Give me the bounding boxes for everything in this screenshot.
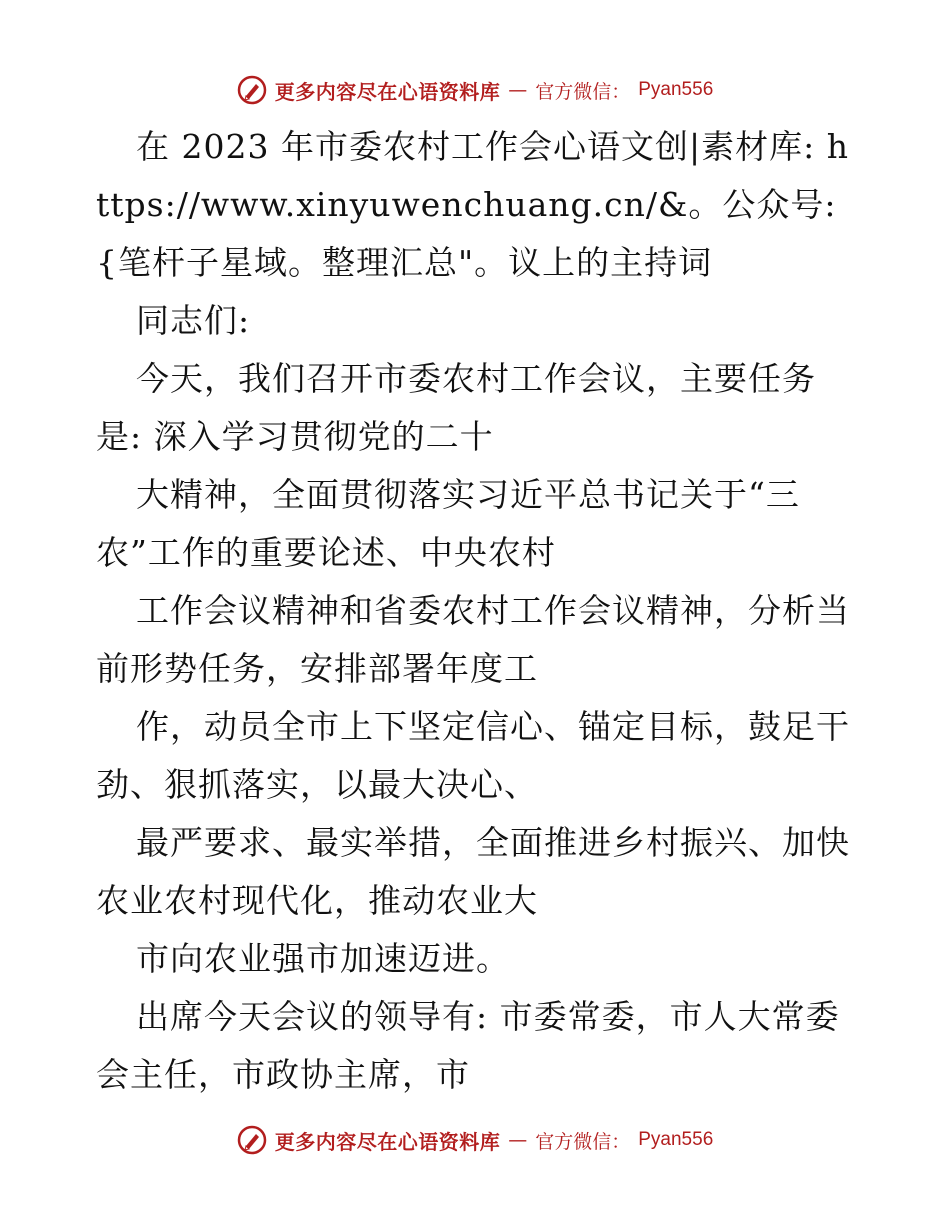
pen-logo-icon [237,75,267,105]
banner-title: 更多内容尽在心语资料库 [274,1129,501,1154]
body-paragraph: 市向农业强市加速迈进。 [136,939,510,978]
banner-wechat-id: Pyan556 [638,1129,714,1150]
banner-title: 更多内容尽在心语资料库 [274,79,501,104]
body-paragraph: 出席今天会议的领导有: 市委常委，市人大常委会主任，市政协主席，市 [96,997,840,1094]
footer-watermark-banner [0,1120,950,1160]
body-paragraph: 作，动员全市上下坚定信心、锚定目标，鼓足干劲、狠抓落实，以最大决心、 [96,707,850,804]
body-paragraph: 最严要求、最实举措，全面推进乡村振兴、加快农业农村现代化，推动农业大 [96,823,850,920]
banner-separator: — [508,1129,528,1151]
banner-separator: — [508,79,528,101]
body-paragraph: 今天，我们召开市委农村工作会议，主要任务是: 深入学习贯彻党的二十 [96,359,816,456]
document-title-paragraph: 在 2023 年市委农村工作会心语文创|素材库: https://www.xinyuwenchuang.cn/&。公众号: {笔杆子星域。整理汇总"。议上的主持词 [96,127,849,282]
body-paragraph: 工作会议精神和省委农村工作会议精神，分析当前形势任务，安排部署年度工 [96,591,850,688]
body-paragraph: 大精神，全面贯彻落实习近平总书记关于“三农”工作的重要论述、中央农村 [96,475,800,572]
banner-wechat-label: 官方微信： [535,1130,631,1153]
salutation-paragraph: 同志们: [136,301,251,340]
banner-wechat-label: 官方微信： [535,80,631,103]
pen-logo-icon [237,1125,267,1155]
document-body [96,118,856,1104]
header-watermark-banner [0,70,950,110]
banner-wechat-id: Pyan556 [638,79,714,100]
